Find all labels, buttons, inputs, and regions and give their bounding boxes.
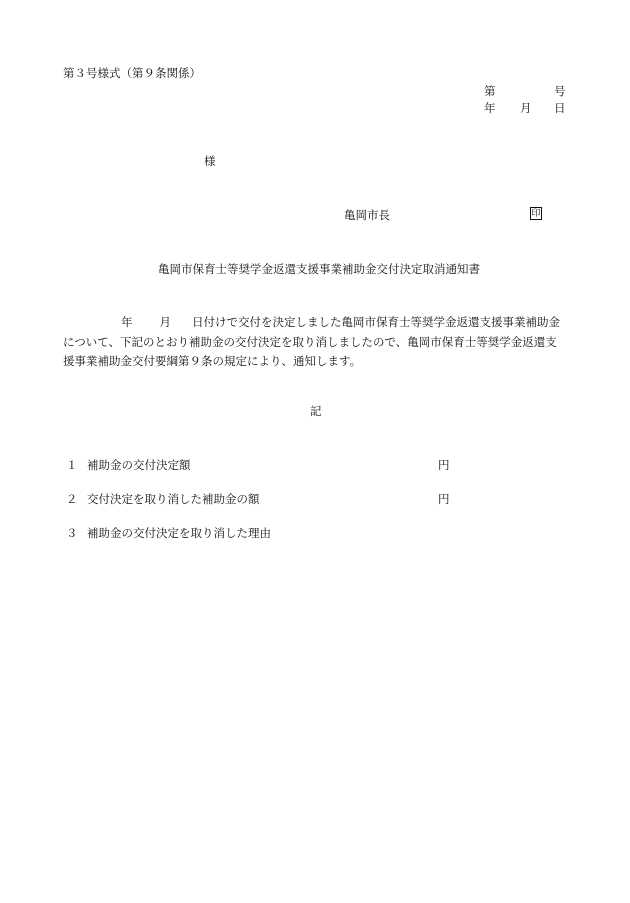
form-number: 第３号様式（第９条関係） xyxy=(63,66,201,80)
item-unit: 円 xyxy=(438,492,450,506)
document-number-suffix: 号 xyxy=(554,84,566,98)
date-year-label: 年 xyxy=(484,101,496,115)
addressee-honorific: 様 xyxy=(204,154,216,168)
date-day-label: 日 xyxy=(554,101,566,115)
document-number-label: 第 xyxy=(484,84,496,98)
document-title: 亀岡市保育士等奨学金返還支援事業補助金交付決定取消通知書 xyxy=(158,262,480,276)
item-label: 補助金の交付決定額 xyxy=(87,458,191,472)
body-month-label: 月 xyxy=(159,315,171,329)
issuer-name: 亀岡市長 xyxy=(344,208,390,222)
item-number: ３ xyxy=(66,526,78,540)
item-number: １ xyxy=(66,458,78,472)
item-label: 交付決定を取り消した補助金の額 xyxy=(87,492,260,506)
notice-body xyxy=(63,313,573,372)
ki-heading: 記 xyxy=(310,404,322,418)
item-label: 補助金の交付決定を取り消した理由 xyxy=(87,526,271,540)
body-year-label: 年 xyxy=(121,315,133,329)
body-line-2: について、下記のとおり補助金の交付決定を取り消しましたので、亀岡市保育士等奨学金返還支 xyxy=(63,334,557,349)
item-unit: 円 xyxy=(438,458,450,472)
item-number: ２ xyxy=(66,492,78,506)
seal-mark: 印 xyxy=(531,209,541,219)
date-month-label: 月 xyxy=(520,101,532,115)
body-line-1 xyxy=(63,313,573,333)
body-line-3: 援事業補助金交付要綱第９条の規定により、通知します。 xyxy=(63,354,362,368)
body-line-1-text: 日付けで交付を決定しました亀岡市保育士等奨学金返還支援事業補助金 xyxy=(192,315,560,329)
